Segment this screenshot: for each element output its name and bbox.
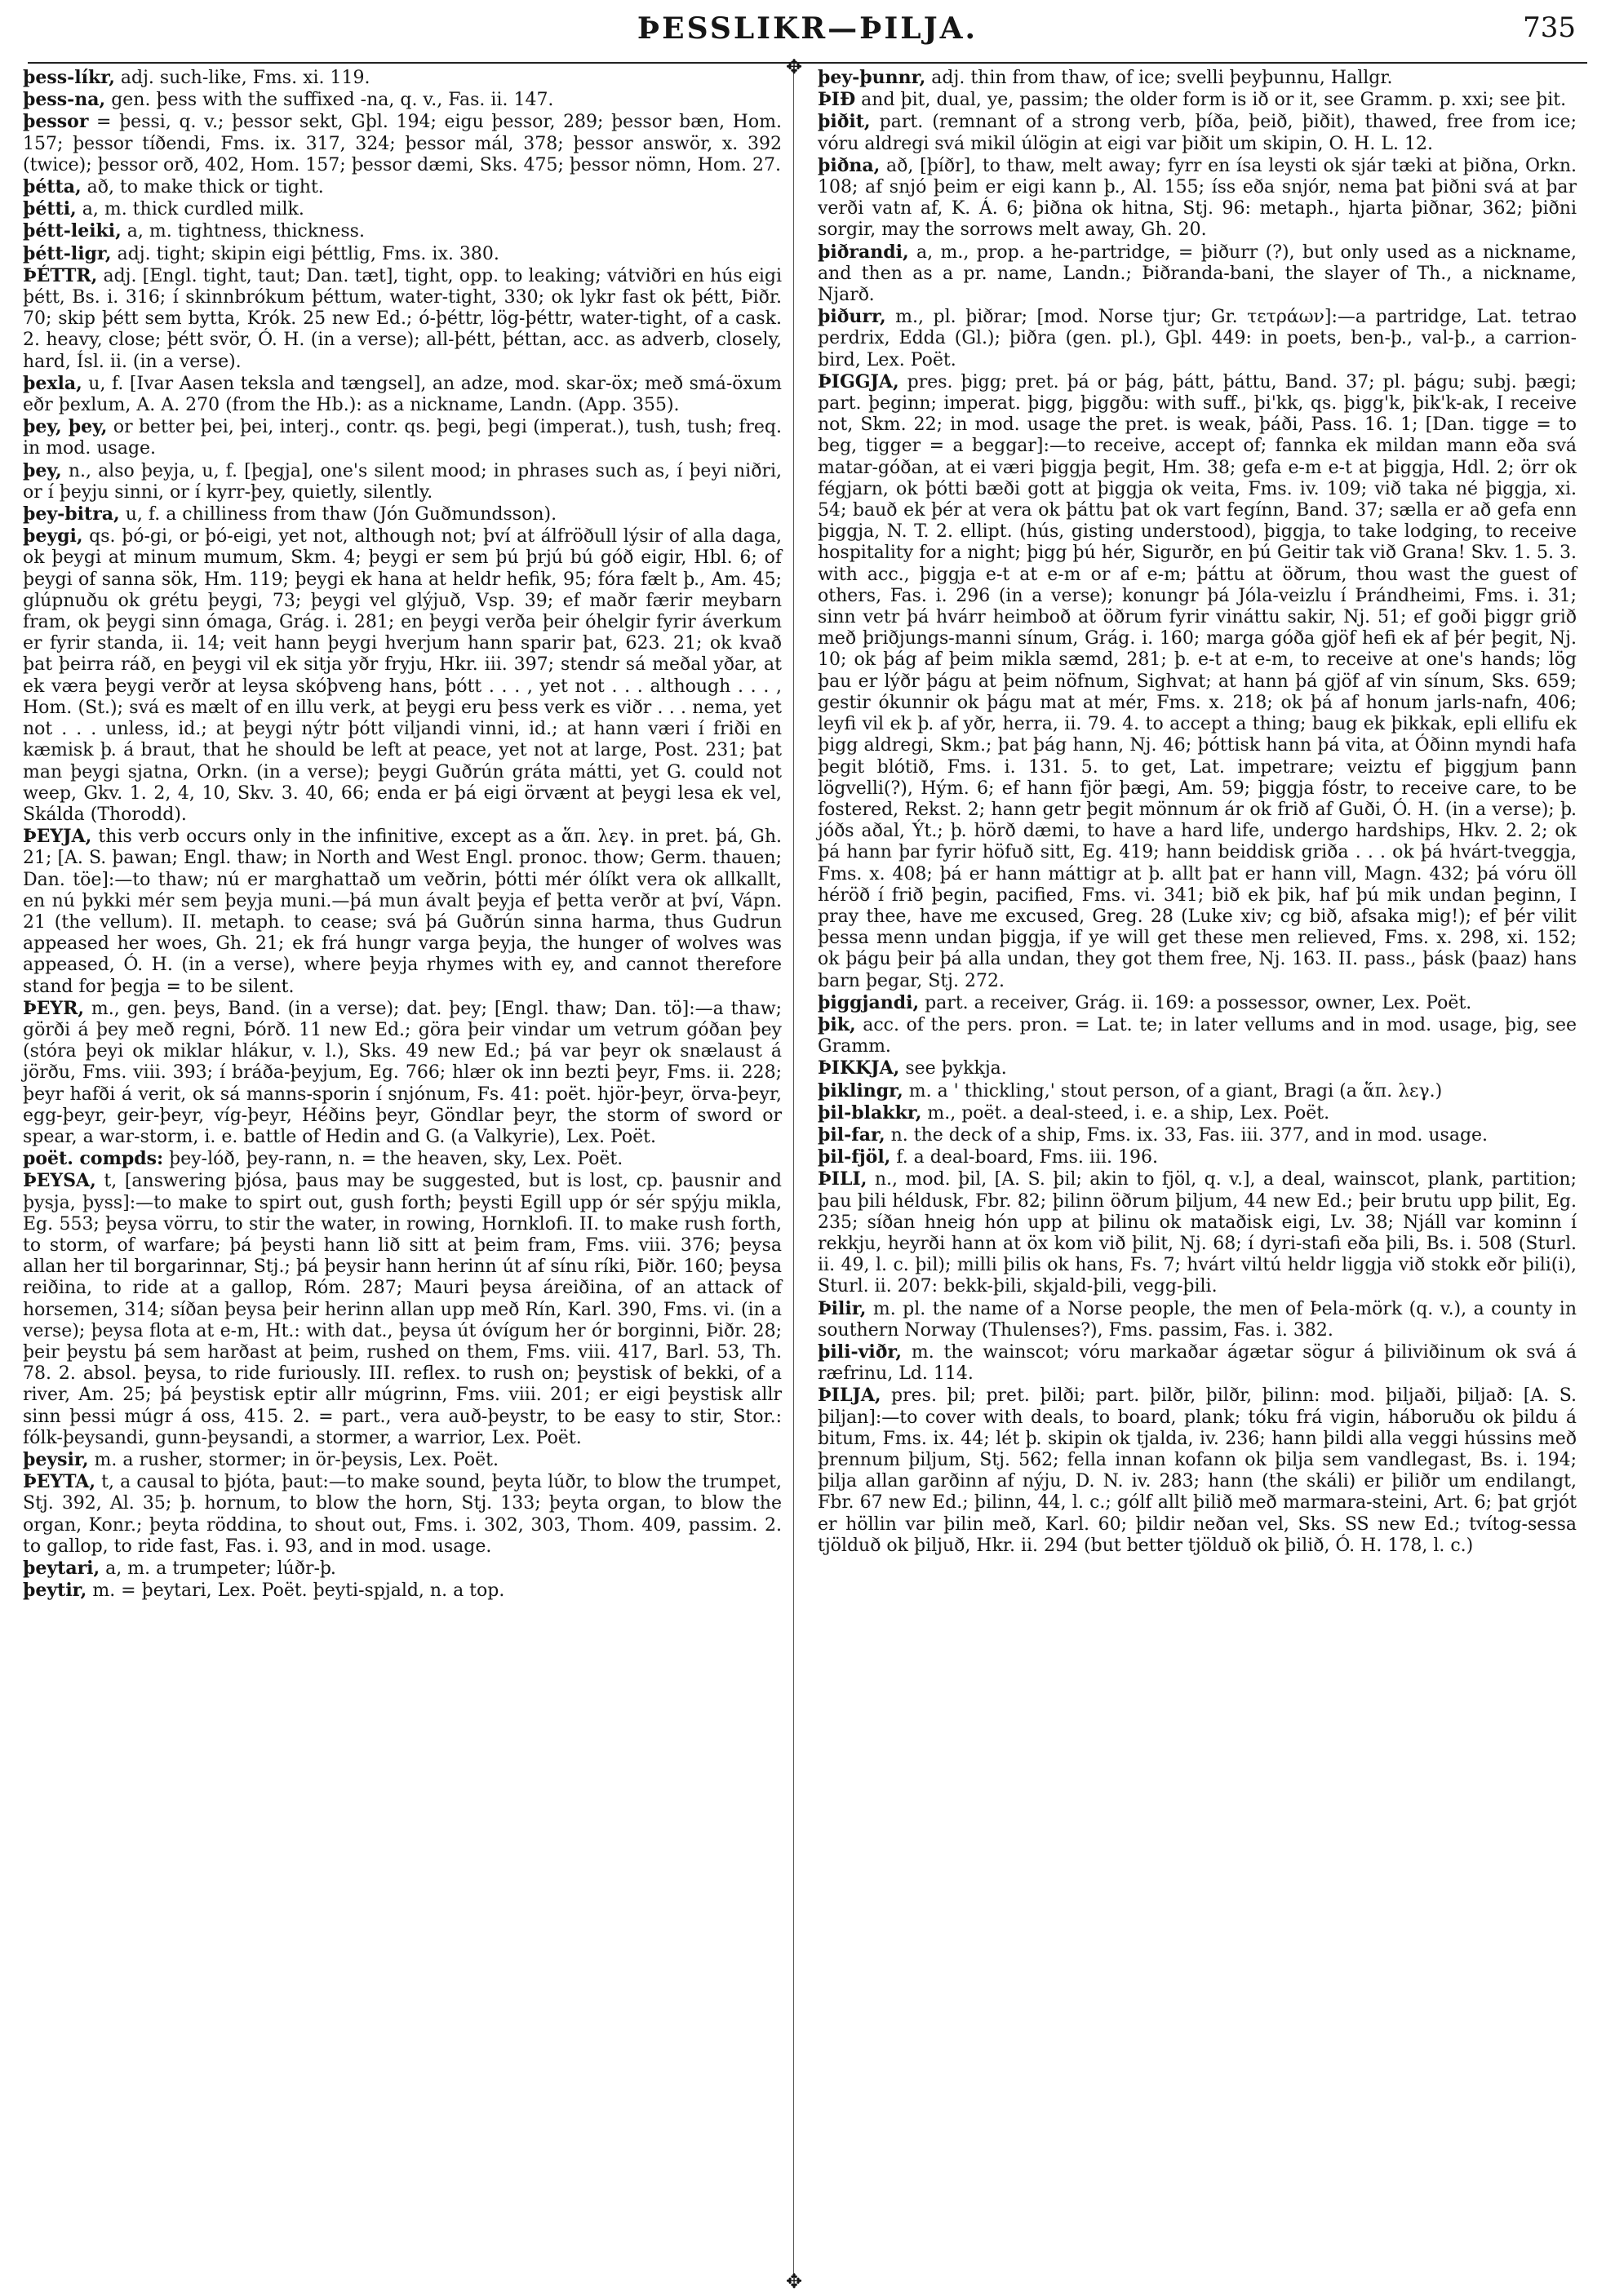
entry-definition: acc. of the pers. pron. = Lat. te; in later vellums and in mod. usage, þig, see Gramm. — [818, 1014, 1577, 1057]
entry-headword: þil-fjöl, — [818, 1146, 891, 1168]
ornament-top-icon: ✥ — [785, 55, 803, 78]
entry-definition: adj. such-like, Fms. xi. 119. — [114, 68, 370, 88]
dictionary-entry — [23, 111, 782, 176]
entry-headword: ÞILJA, — [818, 1385, 881, 1407]
entry-definition: þey-lóð, þey-rann, n. = the heaven, sky, Lex. Poët. — [163, 1149, 623, 1170]
dictionary-entry — [818, 1385, 1577, 1557]
dictionary-entry — [23, 243, 782, 265]
entry-headword: þess-na, — [23, 89, 106, 111]
dictionary-entry — [818, 1102, 1577, 1124]
entry-headword: ÞIKKJA, — [818, 1057, 900, 1079]
entry-headword: þeytir, — [23, 1580, 87, 1602]
entry-definition: að, to make thick or tight. — [81, 177, 324, 198]
dictionary-entry — [23, 416, 782, 459]
dictionary-entry — [818, 89, 1577, 111]
entry-definition: t, [answering þjósa, þaus may be suggested, but is lost, cp. þausnir and þysja, þyss]:—to make to spirt out, gush forth; þeysti Egill upp ór sér spýju mikla, Eg. 553; þeysa vörru, to stir the water, in rowing, Hornklofi. II. to make rush forth, to storm, of warfare; þá þeysti hann lið sitt at þeim fram, Fms. viii. 376; þeysa allan her til borgarinnar, Stj.; þá þeysir hann herinn út af sínu ríki, Þiðr. 160; þeysa reiðina, to ride at a gallop, Róm. 287; Mauri þeysa áreiðina, of an attack of horsemen, 314; síðan þeysa þeir herinn allan upp með Rín, Karl. 390, Fms. vi. (in a verse); þeysa flota at e-m, Ht.: with dat., þeysa út óvígum her ór borginni, Þiðr. 28; þeir þeystu þá sem harðast at þeim, rushed on them, Fms. viii. 417, Barl. 53, Th. 78. 2. absol. þeysa, to ride furiously. III. reflex. to rush on; þeystisk of bekki, of a river, Am. 25; þá þeystisk eptir allr múgrinn, Fms. viii. 201; er eigi þeystisk allr sinn þessi múgr á oss, 415. 2. = part., vera auð-þeystr, to be easy to stir, Stor.: fólk-þeysandi, gunn-þeysandi, a stormer, a warrior, Lex. Poët. — [23, 1171, 782, 1448]
entry-headword: þiklingr, — [818, 1079, 903, 1101]
dictionary-entry — [23, 89, 782, 111]
dictionary-entry — [818, 1298, 1577, 1341]
entry-headword: ÞEYR, — [23, 997, 85, 1019]
entry-headword: ÞIGGJA, — [818, 370, 899, 392]
entry-headword: þess-líkr, — [23, 67, 115, 88]
entry-definition: u, f. [Ivar Aasen teksla and tængsel], an adze, mod. skar-öx; með smá-öxum eðr þexlum, A. A. 270 (from the Hb.): as a nickname, Landn. (App. 355). — [23, 373, 782, 416]
ornament-bottom-icon: ✥ — [785, 2270, 803, 2293]
entry-definition: t, a causal to þjóta, þaut:—to make sound, þeyta lúðr, to blow the trumpet, Stj. 392, Al. 35; þ. hornum, to blow the horn, Stj. 133; þeyta organ, to blow the organ, Konr.; þeyta röddina, to shout out, Fms. i. 302, 303, Thom. 409, passim. 2. to gallop, to ride fast, Fas. i. 93, and in mod. usage. — [23, 1472, 782, 1557]
entry-definition: m. a rusher, stormer; in ör-þeysis, Lex. Poët. — [88, 1450, 499, 1470]
entry-headword: ÞEYJA, — [23, 826, 92, 848]
entry-headword: poët. compds: — [23, 1148, 164, 1170]
dictionary-entry — [23, 503, 782, 525]
dictionary-entry — [23, 1471, 782, 1558]
entry-definition: m., pl. þiðrar; [mod. Norse tjur; Gr. τετράων]:—a partridge, Lat. tetrao perdrix, Edda (Gl.); þiðra (gen. pl.), Gþl. 449: in poets, ben-þ., val-þ., a carrion-bird, Lex. Poët. — [818, 307, 1577, 370]
entry-definition: m. = þeytari, Lex. Poët. þeyti-spjald, n. a top. — [87, 1580, 505, 1602]
entry-definition: n. the deck of a ship, Fms. ix. 33, Fas. iii. 377, and in mod. usage. — [885, 1124, 1489, 1146]
entry-headword: þiggjandi, — [818, 991, 920, 1013]
entry-headword: þil-blakkr, — [818, 1101, 922, 1124]
dictionary-entry — [23, 198, 782, 220]
entry-headword: þétti, — [23, 198, 77, 220]
entry-definition: a, m. a trumpeter; lúðr-þ. — [100, 1558, 336, 1580]
entry-headword: þiðrandi, — [818, 241, 909, 263]
entry-headword: þil-far, — [818, 1124, 885, 1146]
dictionary-entry — [23, 220, 782, 242]
entry-headword: þiðit, — [818, 111, 871, 133]
entry-headword: ÞÉTTR, — [23, 264, 98, 286]
dictionary-entry — [23, 1170, 782, 1449]
entry-definition: m., poët. a deal-steed, i. e. a ship, Lex. Poët. — [921, 1102, 1330, 1124]
entry-definition: or better þei, þei, interj., contr. qs. þegi, þegi (imperat.), tush, tush; freq. in mod. usage. — [23, 417, 783, 459]
dictionary-entry — [818, 1124, 1577, 1146]
entry-headword: þeytari, — [23, 1558, 100, 1580]
dictionary-entry — [818, 306, 1577, 371]
dictionary-entry — [23, 373, 782, 416]
dictionary-entry — [23, 525, 782, 826]
entry-headword: ÞILI, — [818, 1168, 867, 1190]
dictionary-entry — [818, 1014, 1577, 1057]
entry-definition: m. pl. the name of a Norse people, the men of Þela-mörk (q. v.), a county in southern Norway (Thulenses?), Fms. passim, Fas. i. 382. — [818, 1298, 1577, 1341]
dictionary-entry — [818, 1146, 1577, 1168]
dictionary-entry — [818, 242, 1577, 307]
entry-headword: þey-bitra, — [23, 503, 120, 525]
entry-headword: þétta, — [23, 176, 82, 198]
page-number: 735 — [1523, 11, 1576, 44]
entry-definition: n., also þeyja, u, f. [þegja], one's silent mood; in phrases such as, í þeyi niðri, or í þeyju sinni, or í kyrr-þey, quietly, silently. — [23, 460, 782, 503]
dictionary-entry — [818, 67, 1577, 89]
entry-headword: þexla, — [23, 372, 82, 394]
entry-headword: þey, þey, — [23, 416, 108, 438]
entry-definition: m., gen. þeys, Band. (in a verse); dat. þey; [Engl. thaw; Dan. tö]:—a thaw; görði á þey með regni, Þórð. 11 new Ed.; göra þeir vindar um vetrum góðan þey (stóra þeyi ok miklar hlákur, v. l.), Sks. 49 new Ed.; þá var þeyr ok snælaust á jörðu, Fms. viii. 393; í bráða-þeyjum, Eg. 766; hlær ok inn bezti þeyr, Fms. ii. 228; þeyr hafði á verit, ok sá manns-sporin í snjónum, Fs. 41: poët. hjör-þeyr, örva-þeyr, egg-þeyr, geir-þeyr, víg-þeyr, Héðins þeyr, Göndlar þeyr, the storm of sword or spear, a war-storm, i. e. battle of Hedin and G. (a Valkyrie), Lex. Poët. — [23, 998, 782, 1147]
entry-headword: þiðurr, — [818, 306, 886, 328]
entry-definition: m. a ' thickling,' stout person, of a giant, Bragi (a ἅπ. λεγ.) — [903, 1080, 1443, 1101]
header-rule — [28, 62, 1587, 64]
entry-definition: gen. þess with the suffixed -na, q. v., Fas. ii. 147. — [105, 90, 554, 111]
dictionary-entry — [23, 1148, 782, 1170]
entry-definition: a, m., prop. a he-partridge, = þiðurr (?), but only used as a nickname, and then as a pr. name, Landn.; Þiðranda-bani, the slayer of Th., a nickname, Njarð. — [818, 242, 1577, 306]
dictionary-entry — [23, 1580, 782, 1602]
dictionary-entry — [23, 67, 782, 89]
dictionary-entry — [23, 998, 782, 1148]
entry-definition: part. (remnant of a strong verb, þíða, þeið, þiðit), thawed, free from ice; vóru aldregi svá mikil úlögin at eigi var þiðit um skipin, O. H. L. 12. — [818, 112, 1577, 154]
dictionary-entry — [23, 1449, 782, 1471]
dictionary-entry — [818, 1080, 1577, 1102]
entry-definition: u, f. a chilliness from thaw (Jón Guðmundsson). — [119, 504, 557, 525]
dictionary-entry — [818, 992, 1577, 1014]
dictionary-entry — [818, 1057, 1577, 1079]
dictionary-entry — [818, 111, 1577, 154]
entry-headword: þétt-ligr, — [23, 242, 112, 264]
running-title: ÞESSLIKR—ÞILJA. — [637, 11, 978, 46]
entry-headword: þik, — [818, 1013, 856, 1035]
page-header — [33, 7, 1582, 55]
dictionary-entry — [23, 826, 782, 998]
entry-headword: þeygi, — [23, 525, 83, 547]
dictionary-entry — [23, 460, 782, 503]
entry-definition: a, m. thick curdled milk. — [76, 199, 304, 220]
dictionary-entry — [23, 176, 782, 198]
entry-headword: ÞIÐ — [818, 89, 856, 111]
entry-definition: m. the wainscot; vóru markaðar ágætar sögur á þiliviðinum ok svá á ræfrinu, Ld. 114. — [818, 1341, 1577, 1385]
entry-definition: pres. þigg; pret. þá or þág, þátt, þáttu, Band. 37; pl. þágu; subj. þægi; part. þeginn; imperat. þigg, þiggðu: with suff., þi'kk, qs. þigg'k, þik'k-ak, I receive not, Skm. 22; in mod. usage the pret. is weak, þáði, Pass. 16. 1; [Dan. tigge = to beg, tigger = a beggar]:—to receive, accept of; fannka ek mildan mann eða svá matar-góðan, at ei væri þiggja þegit, Hm. 38; gefa e-m e-t at þiggja, Hdl. 2; örr ok fégjarn, ok þótti bæði gott at þiggja ok veita, Fms. iv. 109; við taka né þiggja, xi. 54; bauð ek þér at vera ok þáttu þat ok vart fegínn, Band. 37; sælla er að gefa enn þiggja, N. T. 2. ellipt. (hús, gisting understood), þiggja, to take lodging, to receive hospitality for a night; þigg þú hér, Sigurðr, en þú Geitir tak við Grana! Skv. 1. 5. 3. with acc., þiggja e-t at e-m or af e-m; þáttu at öðrum, thou wast the guest of others, Fas. i. 296 (in a verse); konungr þá Jóla-veizlu í Þrándheimi, Fms. i. 31; sinn vetr þá hvárr heimboð at öðrum fyrir vináttu sakir, Nj. 51; ef goði þiggr grið með þriðjungs-manni sínum, Grág. i. 160; marga góða gjöf hefi ek af þér þegit, Nj. 10; ok þág af þeim mikla sæmd, 281; þ. e-t at e-m, to receive at one's hands; lög þau er lýðr þágu at þeim nöfnum, Sighvat; at hann þá gjöf af vin sínum, Sks. 659; gestir ókunnir ok þágu mat at mér, Fms. x. 218; ok þá af honum jarls-nafn, 406; leyfi vil ek þ. af yðr, herra, ii. 79. 4. to accept a thing; baug ek þikkak, epli ellifu ek þigg aldregi, Skm.; þat þág hann, Nj. 46; þóttisk hann þá vita, at Óðinn myndi hafa þegit blótið, Fms. i. 131. 5. to get, Lat. impetrare; veiztu ef þiggjum þann lögvelli(?), Hým. 6; ef hann fjör þægi, Am. 59; þiggja fóstr, to receive care, to be fostered, Rekst. 2; hann getr þegit mönnum ár ok frið af Guði, Ó. H. (in a verse); þ. jóðs aðal, Ýt.; þ. hörð dæmi, to have a hard life, undergo hardships, Hkv. 2. 2; ok þá hann þar fyrir höfuð sitt, Eg. 419; hann beiddisk griða . . . ok þá hvárt-tveggja, Fms. x. 408; þá er hann máttigr at þ. allt þat er hann vill, Magn. 432; þá vóru öll héröð í frið þegin, pacified, Fms. vi. 341; bið ek þik, haf þú mik undan þeginn, I pray thee, have me excused, Greg. 28 (Luke xiv; cg bið, afsaka mig!); ef þér vilit þessa menn undan þiggja, if ye will get these men relieved, Fms. x. 298, xi. 152; ok þágu þeir þá alla undan, they got them free, Nj. 163. II. pass., þásk (þaaz) hans barn þegar, Stj. 272. — [818, 371, 1577, 991]
entry-headword: þessor — [23, 111, 89, 133]
dictionary-entry — [818, 155, 1577, 242]
entry-definition: f. a deal-board, Fms. iii. 196. — [890, 1147, 1158, 1168]
entry-headword: þiðna, — [818, 154, 881, 176]
dictionary-entry — [818, 1168, 1577, 1297]
dictionary-entry — [23, 265, 782, 373]
entry-definition: part. a receiver, Grág. ii. 169: a possessor, owner, Lex. Poët. — [919, 992, 1472, 1013]
column-divider — [793, 67, 794, 2275]
entry-definition: and þit, dual, ye, passim; the older form is ið or it, see Gramm. p. xxi; see þit. — [855, 90, 1567, 111]
entry-headword: þey-þunnr, — [818, 67, 926, 88]
entry-definition: a, m. tightness, thickness. — [121, 221, 365, 242]
entry-headword: þeysir, — [23, 1449, 89, 1470]
dictionary-entry — [818, 371, 1577, 992]
entry-headword: ÞEYSA, — [23, 1170, 96, 1192]
entry-headword: ÞEYTA, — [23, 1471, 96, 1493]
entry-headword: þey, — [23, 459, 62, 481]
left-column — [23, 67, 782, 1602]
entry-definition: pres. þil; pret. þilði; part. þilðr, þilðr, þilinn: mod. þiljaði, þiljað: [A. S. þiljan]:—to cover with deals, to board, plank; tóku frá vigin, háboruðu ok þildu á bitum, Fms. ix. 44; lét þ. skipin ok tjalda, iv. 236; hann þildi alla veggi hússins með þrennum þiljum, Stj. 562; fella innan kofann ok þilja sem vandlegast, Bs. i. 194; þilja allan garðinn af nýju, D. N. iv. 283; hann (the skáli) er þiliðr um endilangt, Fbr. 67 new Ed.; þilinn, 44, l. c.; gólf allt þilið með marmara-steini, Art. 6; þat grjót er höllin var þilin með, Karl. 60; þildir neðan vel, Sks. SS new Ed.; tvítog-sessa tjölduð ok þiljuð, Hkr. ii. 294 (but better tjölduð ok þilið, Ó. H. 178, l. c.) — [818, 1385, 1577, 1556]
entry-definition: = þessi, q. v.; þessor sekt, Gþl. 194; eigu þessor, 289; þessor bæn, Hom. 157; þessor tíðendi, Fms. ix. 317, 324; þessor mál, 378; þessor answör, x. 392 (twice); þessor orð, 402, Hom. 157; þessor dæmi, Sks. 475; þessor nömn, Hom. 27. — [23, 112, 782, 175]
dictionary-entry — [818, 1341, 1577, 1385]
right-column — [818, 67, 1577, 1557]
entry-headword: Þilir, — [818, 1297, 867, 1319]
entry-definition: qs. þó-gi, or þó-eigi, yet not, although not; því at álfröðull lýsir of alla daga, ok þeygi at minum mumum, Skm. 4; þeygi er sem þú þrjú bú góð eigir, Hbl. 6; of þeygi of sanna sök, Hm. 119; þeygi ek hana at heldr hefik, 95; fóra fælt þ., Am. 45; glúpnuðu ok grétu þeygi, 73; þeygi vel glýjuð, Vsp. 39; ef maðr færir meybarn fram, ok þeygi sinn ómaga, Grág. i. 281; en þeygi verða þeir óhelgir fyrir áverkum er fyrir standa, ii. 14; veit hann þeygi hverjum hann sparir þat, 623. 21; ok kvað þat þeirra ráð, en þeygi vil ek sitja yðr fryju, Hkr. iii. 397; stendr sá meðal yðar, at ek væra þeygi verðr at leysa skóþveng hans, þótt . . . , yet not . . . although . . . , Hom. (St.); svá es mælt of en illu verk, at þeygi eru þess verk es viðr . . . nema, yet not . . . unless, id.; at þeygi nýtr þótt viljandi vinni, id.; at hann væri í friði en kæmisk þ. á braut, that he should be left at peace, yet not at large, Post. 231; þat man þeygi sjatna, Orkn. (in a verse); þeygi Guðrún gráta mátti, yet G. could not weep, Gkv. 1. 2, 4, 10, Skv. 3. 40, 66; enda er þá eigi örvænt at þeygi lesa ek vel, Skálda (Thorodd). — [23, 526, 782, 825]
entry-headword: þétt-leiki, — [23, 220, 122, 242]
entry-definition: að, [þíðr], to thaw, melt away; fyrr en ísa leysti ok sjár tæki at þiðna, Orkn. 108; af snjó þeim er eigi kann þ., Al. 155; íss eða snjór, nema þat þiðni svá at þar verði vatn af, K. Á. 6; þiðna ok hitna, Stj. 96: metaph., hjarta þiðnar, 362; þiðni sorgir, may the sorrows melt away, Gh. 20. — [818, 155, 1577, 241]
entry-headword: þili-viðr, — [818, 1341, 903, 1363]
entry-definition: adj. [Engl. tight, taut; Dan. tæt], tight, opp. to leaking; vátviðri en hús eigi þétt, Bs. i. 316; í skinnbrókum þéttum, water-tight, 330; ok lykr fast ok þétt, Þiðr. 70; skip þétt sem bytta, Krók. 25 new Ed.; ó-þéttr, lög-þéttr, water-tight, of a cask. 2. heavy, close; þétt svör, Ó. H. (in a verse); all-þétt, þéttan, acc. as adverb, closely, hard, Ísl. ii. (in a verse). — [23, 265, 782, 372]
entry-definition: this verb occurs only in the infinitive, except as a ἅπ. λεγ. in pret. þá, Gh. 21; [A. S. þawan; Engl. thaw; in North and West Engl. pronoc. thow; Germ. thauen; Dan. töe]:—to thaw; nú er marghattað um veðrin, þótti mér ólíkt vera ok allkallt, en nú þykki mér sem þeyja muni.—þá mun ávalt þeyja ef þetta verðr at því, Vápn. 21 (the vellum). II. metaph. to cease; svá þá Guðrún sinna harma, thus Gudrun appeased her woes, Gh. 21; ek frá hungr varga þeyja, the hunger of wolves was appeased, Ó. H. (in a verse), where þeyja rhymes with ey, and cannot therefore stand for þegja = to be silent. — [23, 827, 782, 997]
entry-definition: n., mod. þil, [A. S. þil; akin to fjöl, q. v.], a deal, wainscot, plank, partition; þau þili héldusk, Fbr. 82; þilinn öðrum þiljum, 44 new Ed.; þeir brutu upp þilit, Eg. 235; síðan hneig hón upp at þilinu ok mataðisk eigi, Lv. 38; Njáll var kominn í rekkju, heyrði hann at öx kom við þilit, Nj. 68; í dyri-stafi eða þili, Bs. i. 508 (Sturl. ii. 49, l. c. þil); milli þilis ok hans, Fs. 7; hvárt viltú heldr liggja við stokk eðr þili(i), Sturl. ii. 207: bekk-þili, skjald-þili, vegg-þili. — [818, 1169, 1577, 1297]
entry-definition: adj. thin from thaw, of ice; svelli þeyþunnu, Hallgr. — [925, 68, 1393, 88]
entry-definition: adj. tight; skipin eigi þéttlig, Fms. ix. 380. — [111, 243, 499, 264]
dictionary-entry — [23, 1558, 782, 1580]
entry-definition: see þykkja. — [899, 1058, 1007, 1079]
